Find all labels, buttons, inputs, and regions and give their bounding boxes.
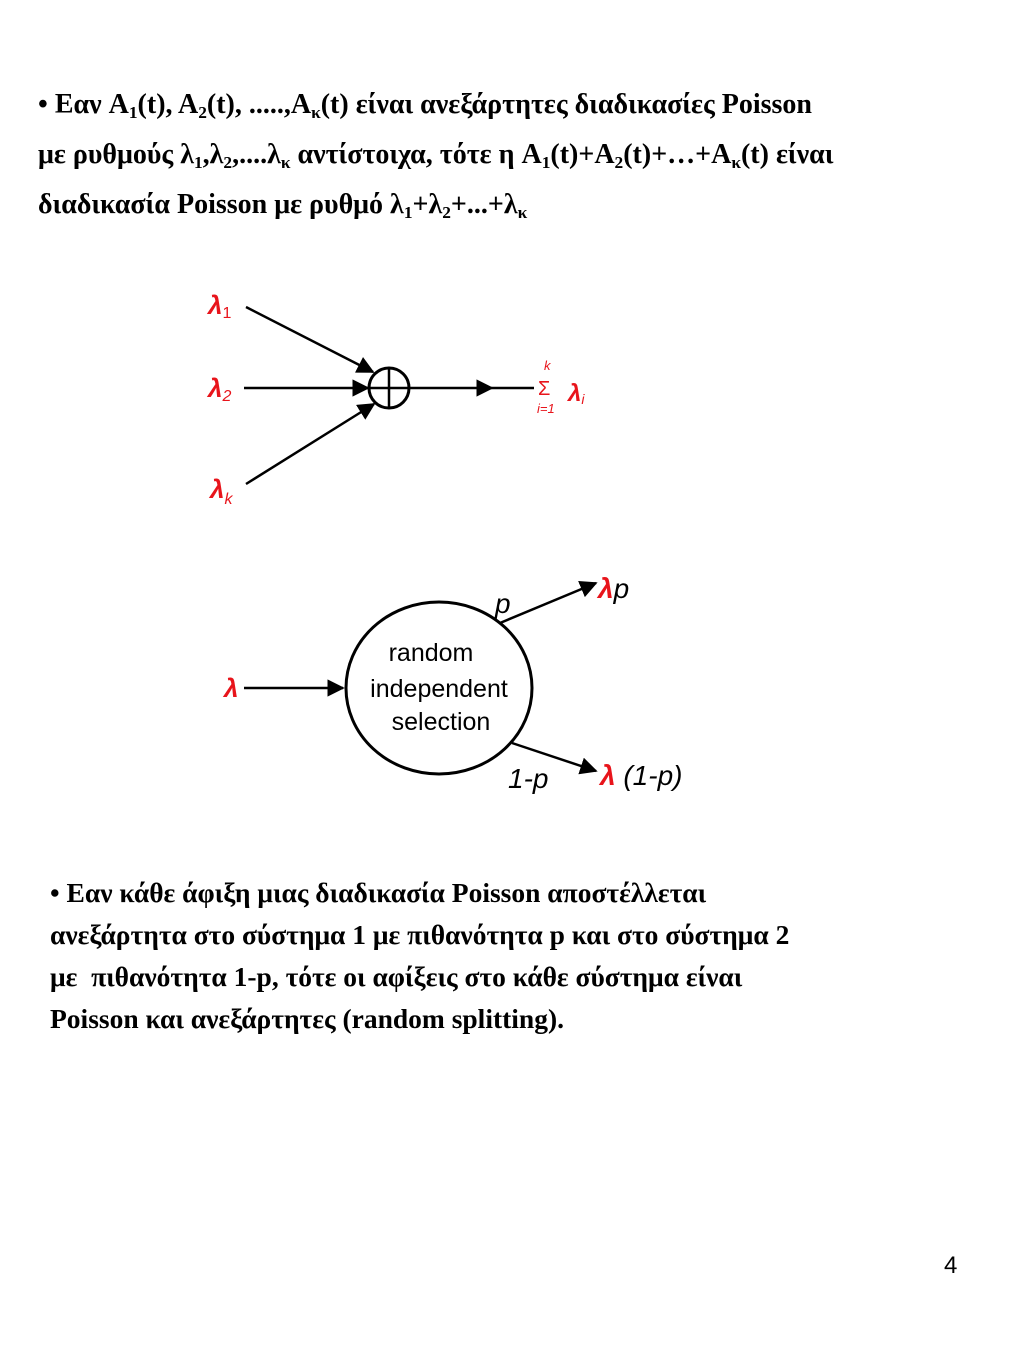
subscript: κ bbox=[311, 102, 321, 122]
subscript: 2 bbox=[223, 152, 233, 172]
subscript: κ bbox=[517, 202, 528, 222]
subscript: 1 bbox=[128, 102, 138, 122]
text-run: +...+λ bbox=[450, 189, 518, 220]
label-lambda-sum: λi bbox=[568, 380, 585, 407]
text-run: (t) είναι ανεξάρτητες διαδικασίες Poisson bbox=[320, 89, 813, 120]
text-run: (t) είναι bbox=[740, 139, 834, 170]
subscript: 1 bbox=[193, 152, 203, 172]
text-run: διαδικασία Poisson με ρυθμό λ bbox=[38, 189, 404, 220]
circle-text-independent: independent bbox=[370, 675, 508, 703]
label-lambdak: $\lambda_k$ bbox=[210, 474, 233, 508]
text-run: (t)+…+A bbox=[623, 139, 732, 170]
text-run: ,....λ bbox=[232, 139, 281, 170]
subscript: 2 bbox=[442, 202, 451, 222]
bullet-marker: • bbox=[38, 89, 48, 120]
label-lambda1: λ1 bbox=[208, 290, 232, 322]
circle-text-random: random bbox=[388, 639, 474, 667]
subscript: κ bbox=[731, 152, 741, 172]
circle-text-selection: selection bbox=[391, 708, 491, 736]
arrow-branch-top bbox=[500, 583, 596, 623]
subscript: κ bbox=[280, 152, 291, 172]
paragraph-line-1 bbox=[50, 872, 1010, 914]
label-output-lambda-p: λp bbox=[598, 573, 630, 604]
text-run: Εαν κάθε άφιξη μιας διαδικασία Poisson αποστέλλεται bbox=[66, 877, 707, 908]
paragraph-line-2: ανεξάρτητα στο σύστημα 1 με πιθανότητα p και στο σύστημα 2 bbox=[50, 919, 790, 950]
label-output-lambda-1-p: λ (1-p) bbox=[600, 760, 683, 791]
paragraph-line-4: Poisson και ανεξάρτητες (random splitting). bbox=[50, 1003, 565, 1034]
split-diagram bbox=[222, 573, 682, 794]
merge-diagram bbox=[206, 290, 585, 508]
text-run: αντίστοιχα, τότε η A bbox=[290, 139, 542, 170]
label-prob-1-p: 1-p bbox=[508, 763, 549, 794]
label-lambda-input: λ bbox=[224, 673, 239, 703]
text-run: (t)+A bbox=[550, 139, 615, 170]
subscript: 1 bbox=[403, 202, 413, 222]
text-run: +λ bbox=[412, 189, 443, 220]
subscript: 1 bbox=[541, 152, 551, 172]
sum-lower-limit: i=1 bbox=[537, 401, 555, 416]
bullet-marker: • bbox=[50, 877, 60, 908]
text-run: (t), .....,A bbox=[206, 89, 312, 120]
sum-upper-limit: k bbox=[544, 358, 551, 373]
label-lambda2: λ2 bbox=[208, 373, 232, 405]
page-number: 4 bbox=[944, 1252, 958, 1279]
text-run: με ρυθμούς λ bbox=[38, 139, 194, 170]
label-prob-p: p bbox=[495, 588, 511, 619]
paragraph-line-3: με πιθανότητα 1-p, τότε οι αφίξεις στο κάθε σύστημα είναι bbox=[50, 961, 743, 992]
bullet-paragraph-splitting bbox=[50, 872, 1010, 1040]
text-run: Εαν A bbox=[54, 89, 129, 120]
text-run: ,λ bbox=[202, 139, 224, 170]
sum-sign: Σ bbox=[538, 378, 551, 400]
subscript: 2 bbox=[198, 102, 207, 122]
arrow-lambda1 bbox=[246, 307, 373, 372]
arrow-lambdak bbox=[246, 404, 374, 484]
text-run: (t), A bbox=[137, 89, 199, 120]
subscript: 2 bbox=[614, 152, 624, 172]
sum-circle-icon bbox=[369, 368, 409, 408]
